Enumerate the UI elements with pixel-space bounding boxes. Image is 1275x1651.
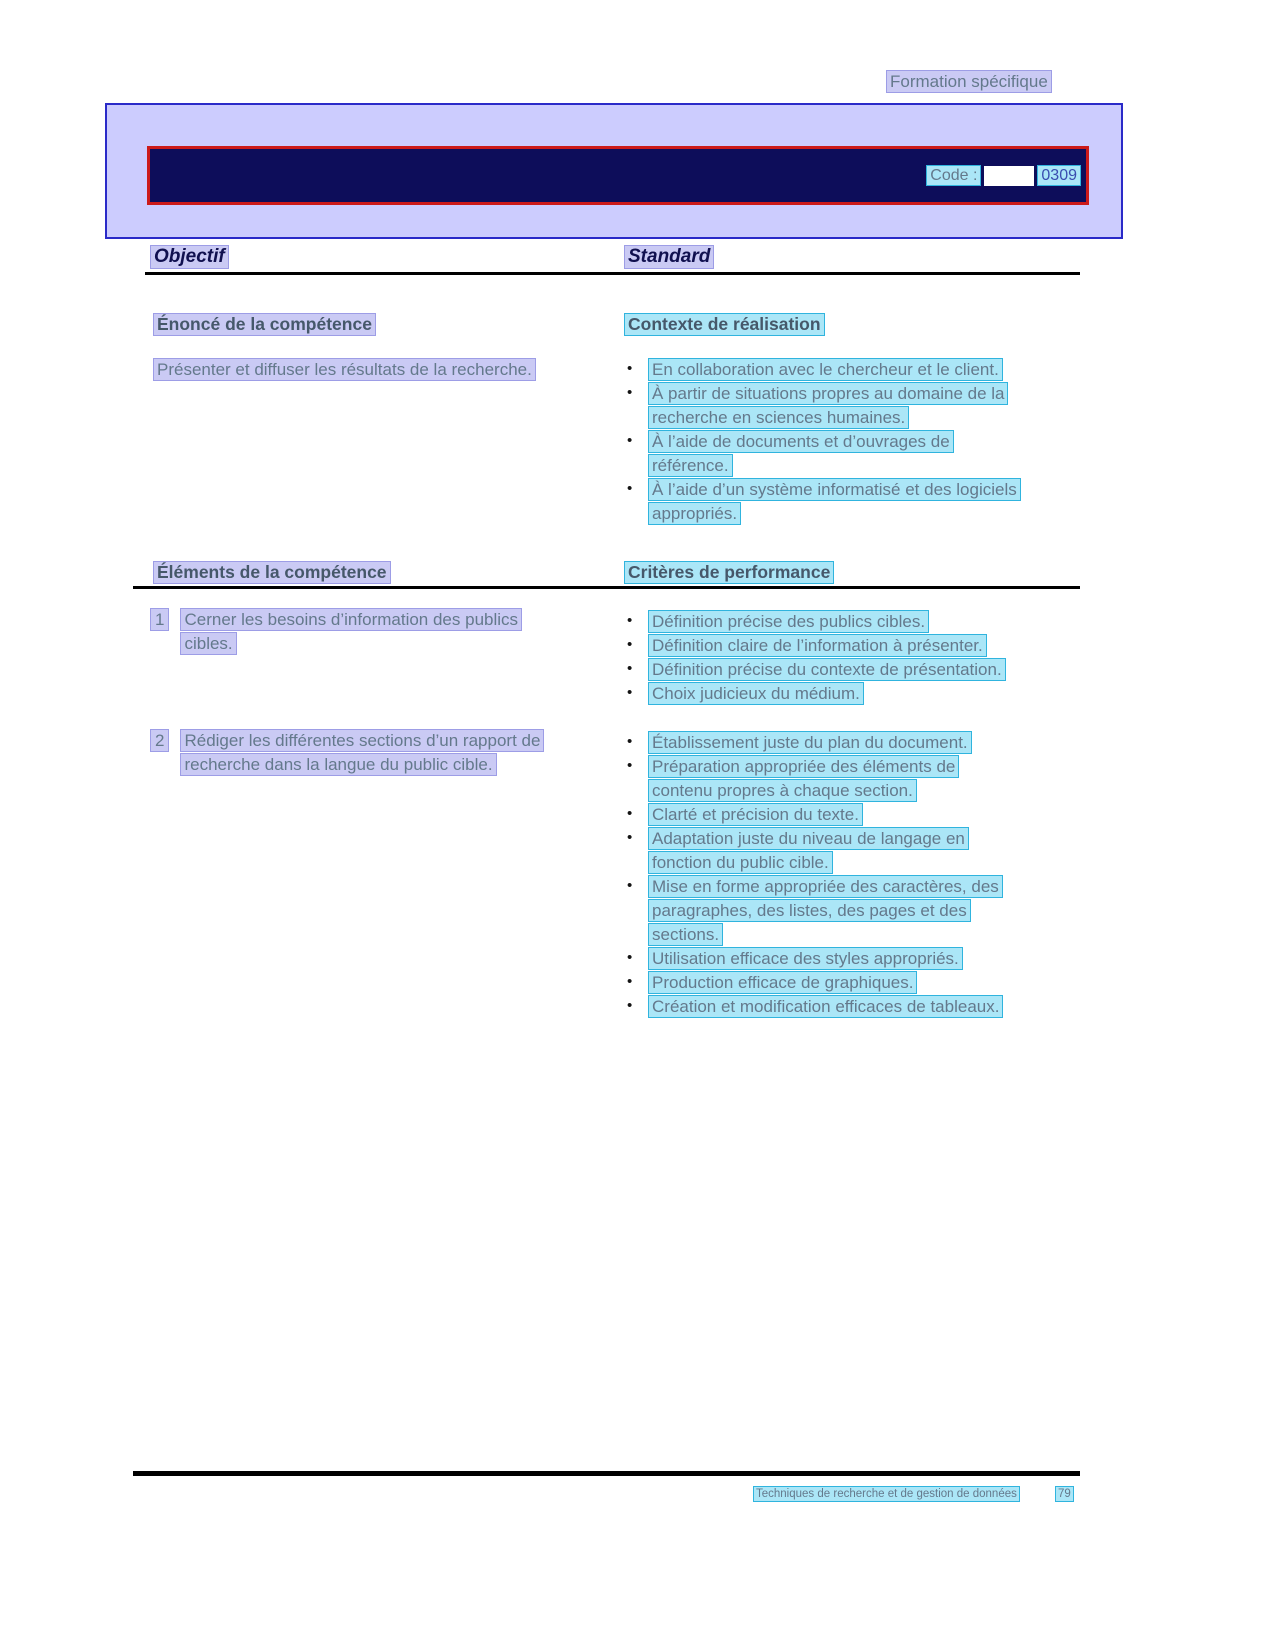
list-item bbox=[624, 382, 1021, 429]
bullet-icon: • bbox=[627, 432, 633, 449]
bullet-icon: • bbox=[627, 612, 633, 629]
enonce-header: Énoncé de la compétence bbox=[153, 313, 376, 336]
bullet-line: appropriés. bbox=[648, 502, 741, 525]
bullet-line: Production efficace de graphiques. bbox=[648, 971, 917, 994]
running-header: Formation spécifique bbox=[886, 70, 1052, 93]
bullet-icon: • bbox=[627, 684, 633, 701]
item-number: 1 bbox=[150, 608, 169, 631]
bullet-line: Définition claire de l’information à présenter. bbox=[648, 634, 987, 657]
list-item bbox=[624, 478, 1021, 525]
title-banner-frame bbox=[105, 103, 1123, 239]
footer-page-number: 79 bbox=[1055, 1486, 1074, 1502]
bullet-line: Clarté et précision du texte. bbox=[648, 803, 863, 826]
list-item bbox=[624, 610, 1006, 633]
bullet-line: Utilisation efficace des styles appropriés. bbox=[648, 947, 963, 970]
list-item bbox=[624, 358, 1021, 381]
bullet-line: paragraphes, des listes, des pages et des bbox=[648, 899, 971, 922]
bullet-line: Mise en forme appropriée des caractères, des bbox=[648, 875, 1003, 898]
divider-rule-middle bbox=[133, 586, 1080, 589]
bullet-line: Préparation appropriée des éléments de bbox=[648, 755, 959, 778]
divider-rule-top bbox=[145, 272, 1080, 275]
bullet-icon: • bbox=[627, 636, 633, 653]
bullet-line: À partir de situations propres au domaine de la bbox=[648, 382, 1008, 405]
footer-title: Techniques de recherche et de gestion de données bbox=[753, 1486, 1020, 1502]
list-item bbox=[624, 430, 1021, 477]
criteres-header: Critères de performance bbox=[624, 561, 834, 584]
item-line: cibles. bbox=[180, 632, 236, 655]
bullet-icon: • bbox=[627, 973, 633, 990]
list-item bbox=[624, 682, 1006, 705]
list-item bbox=[624, 731, 1003, 754]
bullet-line: contenu propres à chaque section. bbox=[648, 779, 917, 802]
list-item bbox=[624, 827, 1003, 874]
bullet-icon: • bbox=[627, 480, 633, 497]
criteres-bullet-list-1 bbox=[624, 610, 1006, 706]
code-value: 0309 bbox=[1037, 165, 1081, 186]
bullet-icon: • bbox=[627, 360, 633, 377]
element-item bbox=[150, 729, 544, 777]
bullet-icon: • bbox=[627, 805, 633, 822]
item-lines bbox=[180, 608, 522, 656]
divider-rule-footer bbox=[133, 1471, 1080, 1476]
item-lines bbox=[180, 729, 544, 777]
bullet-line: référence. bbox=[648, 454, 733, 477]
bullet-line: Définition précise des publics cibles. bbox=[648, 610, 929, 633]
bullet-line: À l’aide de documents et d’ouvrages de bbox=[648, 430, 954, 453]
list-item bbox=[624, 875, 1003, 946]
contexte-header: Contexte de réalisation bbox=[624, 313, 825, 336]
bullet-line: Définition précise du contexte de présentation. bbox=[648, 658, 1006, 681]
list-item bbox=[624, 947, 1003, 970]
standard-header: Standard bbox=[624, 245, 714, 269]
bullet-line: Établissement juste du plan du document. bbox=[648, 731, 972, 754]
bullet-icon: • bbox=[627, 877, 633, 894]
item-line: Rédiger les différentes sections d’un rapport de bbox=[180, 729, 544, 752]
competence-statement: Présenter et diffuser les résultats de la recherche. bbox=[153, 358, 536, 381]
bullet-icon: • bbox=[627, 949, 633, 966]
bullet-line: sections. bbox=[648, 923, 723, 946]
bullet-line: En collaboration avec le chercheur et le client. bbox=[648, 358, 1003, 381]
bullet-icon: • bbox=[627, 660, 633, 677]
item-line: Cerner les besoins d’information des publics bbox=[180, 608, 522, 631]
bullet-icon: • bbox=[627, 757, 633, 774]
bullet-line: Création et modification efficaces de tableaux. bbox=[648, 995, 1003, 1018]
item-number: 2 bbox=[150, 729, 169, 752]
code-field bbox=[984, 166, 1034, 186]
element-item bbox=[150, 608, 522, 656]
bullet-line: À l’aide d’un système informatisé et des logiciels bbox=[648, 478, 1021, 501]
list-item bbox=[624, 634, 1006, 657]
bullet-icon: • bbox=[627, 829, 633, 846]
list-item bbox=[624, 995, 1003, 1018]
criteres-bullet-list-2 bbox=[624, 731, 1003, 1019]
bullet-line: recherche en sciences humaines. bbox=[648, 406, 909, 429]
bullet-icon: • bbox=[627, 733, 633, 750]
bullet-line: Choix judicieux du médium. bbox=[648, 682, 864, 705]
list-item bbox=[624, 971, 1003, 994]
objectif-header: Objectif bbox=[150, 245, 229, 269]
item-line: recherche dans la langue du public cible. bbox=[180, 753, 496, 776]
list-item bbox=[624, 658, 1006, 681]
list-item bbox=[624, 803, 1003, 826]
bullet-line: fonction du public cible. bbox=[648, 851, 833, 874]
title-banner bbox=[147, 146, 1089, 205]
code-label: Code : bbox=[926, 165, 981, 186]
contexte-bullet-list bbox=[624, 358, 1021, 526]
elements-header: Éléments de la compétence bbox=[153, 561, 391, 584]
bullet-icon: • bbox=[627, 384, 633, 401]
list-item bbox=[624, 755, 1003, 802]
bullet-icon: • bbox=[627, 997, 633, 1014]
bullet-line: Adaptation juste du niveau de langage en bbox=[648, 827, 969, 850]
